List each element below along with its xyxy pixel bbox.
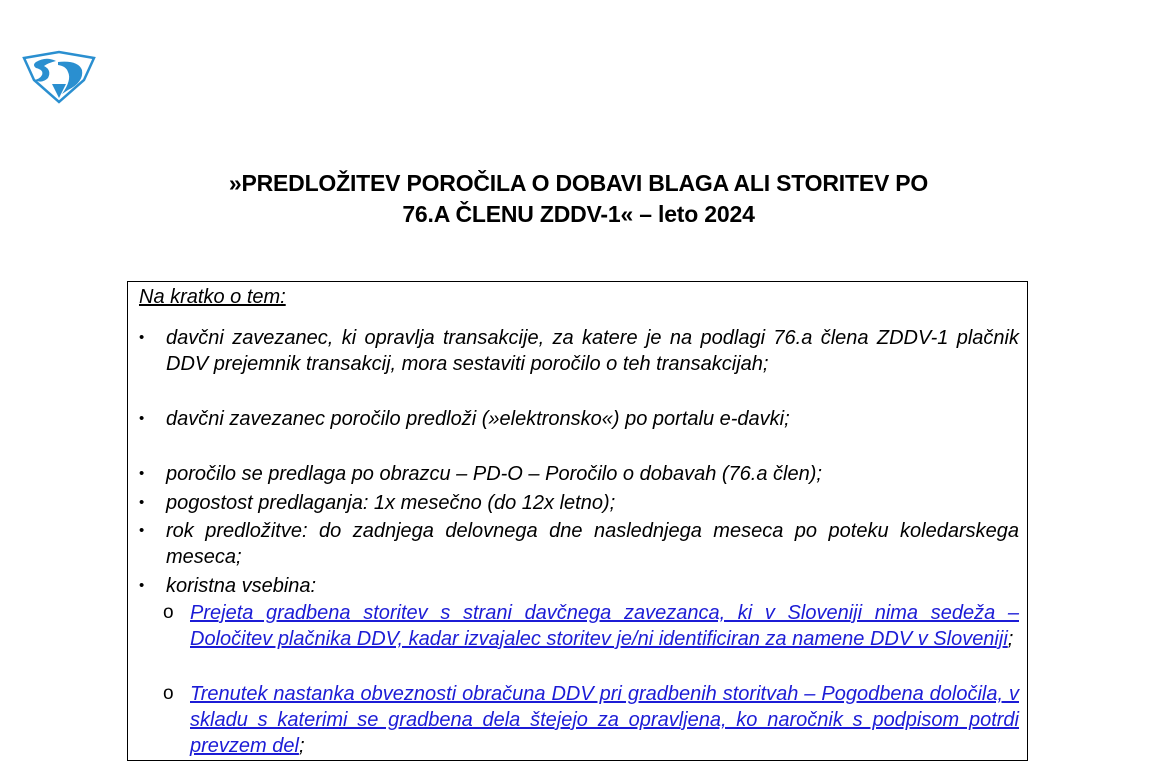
bullet-text: poročilo se predlaga po obrazcu – PD-O – Poročilo o dobavah (76.a člen);	[166, 463, 822, 485]
bullet-icon	[139, 325, 149, 335]
bullet-text: pogostost predlaganja: 1x mesečno (do 12x letno);	[166, 492, 616, 514]
bullet-text: davčni zavezanec, ki opravlja transakcije, za katere je na podlagi 76.a člena ZDDV-1 plačnik DDV prejemnik transakcij, mora sestaviti poročilo o teh transakcijah;	[166, 327, 1019, 375]
title-line-1: »PREDLOŽITEV POROČILA O DOBAVI BLAGA ALI STORITEV PO	[228, 170, 929, 196]
summary-box	[127, 281, 1028, 761]
sub-item-text	[190, 600, 1019, 652]
bullet-icon	[139, 406, 149, 416]
sub-bullet-marker: o	[163, 602, 174, 623]
link-vat-obligation-timing[interactable]: Trenutek nastanka obveznosti obračuna DDV pri gradbenih storitvah – Pogodbena določila, v skladu s katerimi se gradbena dela štejejo za opravljena, ko naročnik s podpisom potrdi prevzem del	[190, 683, 1019, 757]
bullet-icon	[139, 461, 149, 471]
bullet-text: koristna vsebina:	[166, 575, 317, 597]
bullet-icon	[139, 518, 149, 528]
sub-item-text	[190, 681, 1019, 759]
bullet-text: rok predložitve: do zadnjega delovnega dne naslednjega meseca po poteku koledarskega meseca;	[166, 520, 1019, 568]
bullet-icon	[139, 573, 149, 583]
link-suffix: ;	[1007, 628, 1014, 650]
bullet-icon	[139, 490, 149, 500]
sub-bullet-marker: o	[163, 683, 174, 704]
title-line-2: 76.A ČLENU ZDDV-1« – leto 2024	[402, 201, 755, 227]
sd-shield-logo-icon	[22, 50, 96, 104]
link-construction-service-vat-payer[interactable]: Prejeta gradbena storitev s strani davčnega zavezanca, ki v Sloveniji nima sedeža – Določitev plačnika DDV, kadar izvajalec storitev je/ni identificiran za namene DDV v Sloveniji	[190, 602, 1019, 650]
document-title	[0, 168, 1157, 230]
summary-heading: Na kratko o tem:	[139, 286, 286, 308]
bullet-text: davčni zavezanec poročilo predloži (»elektronsko«) po portalu e-davki;	[166, 408, 790, 430]
link-suffix: ;	[298, 735, 305, 757]
